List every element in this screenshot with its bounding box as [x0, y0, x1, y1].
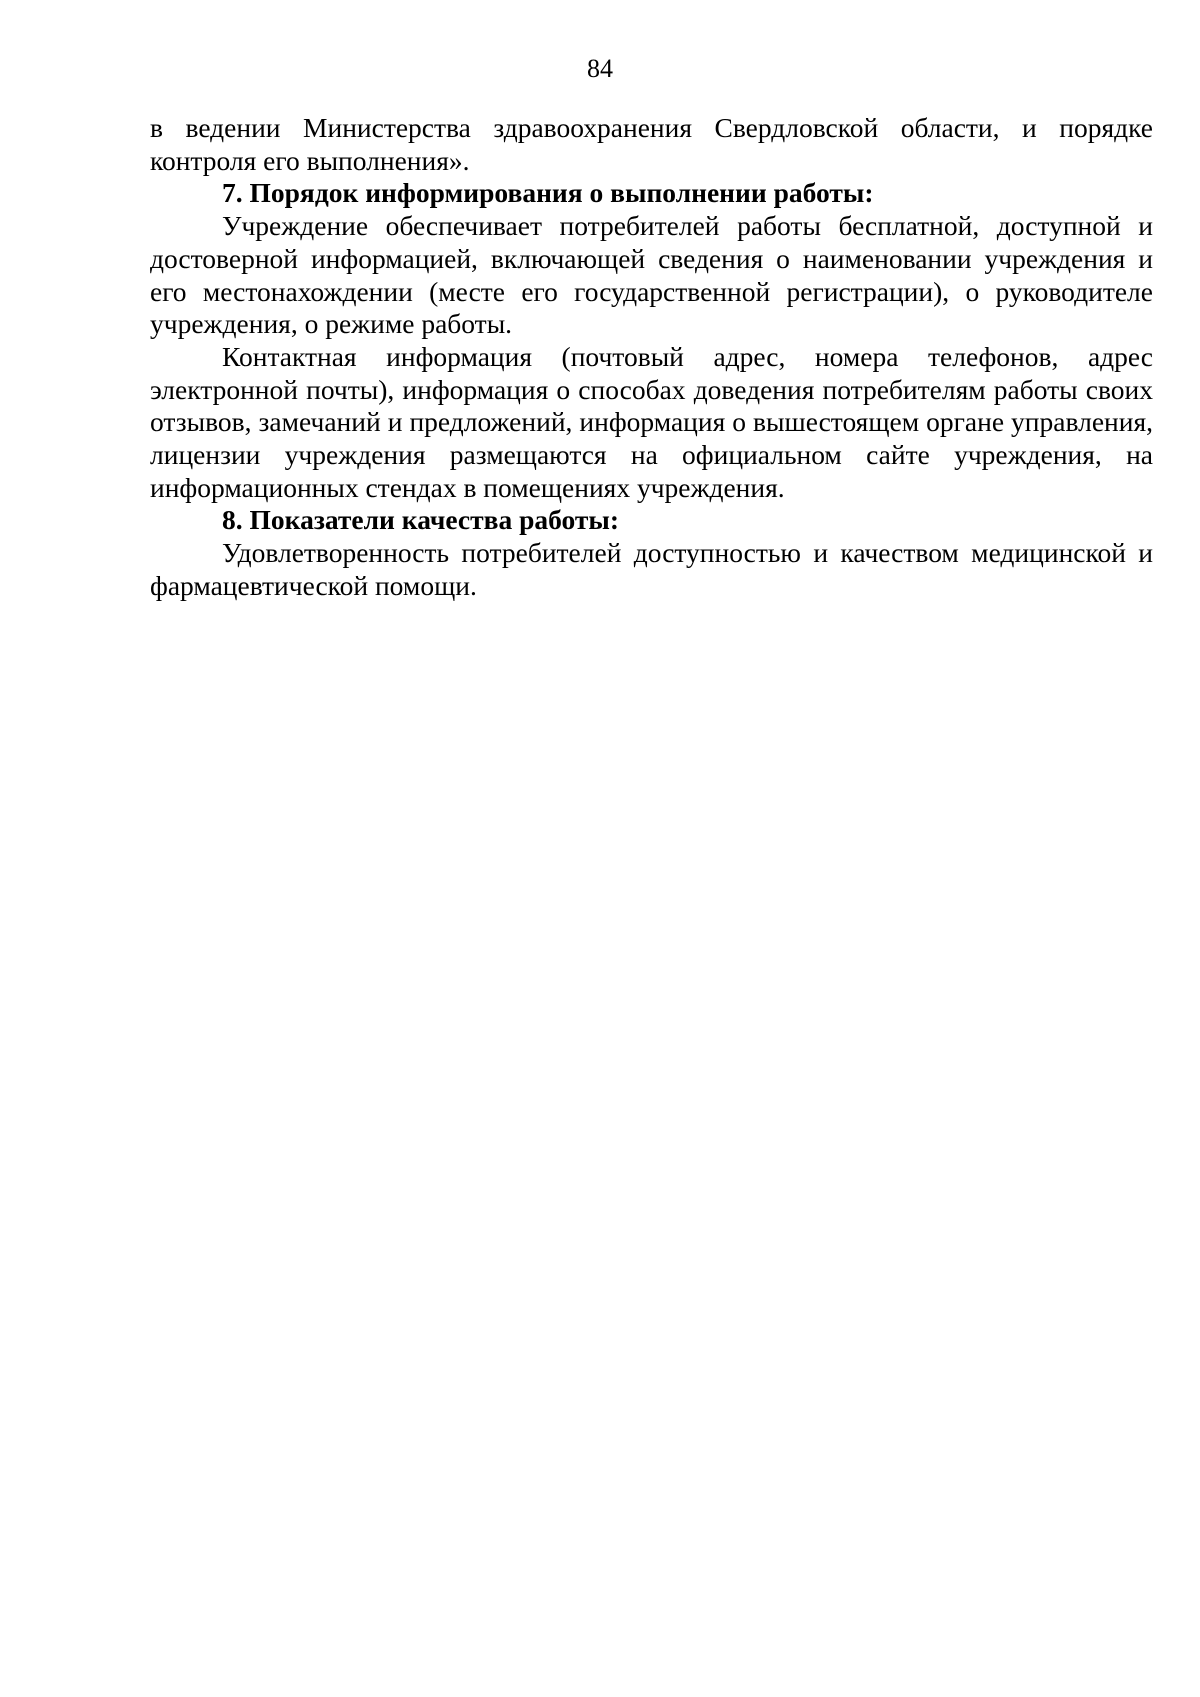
paragraph-continuation: в ведении Министерства здравоохранения Свердловской области, и порядке контроля его выполнения». [150, 112, 1153, 176]
document-body [150, 112, 1153, 603]
section-8-paragraph-1: Удовлетворенность потребителей доступностью и качеством медицинской и фармацевтической помощи. [150, 537, 1153, 601]
section-7-paragraph-2: Контактная информация (почтовый адрес, номера телефонов, адрес электронной почты), информация о способах доведения потребителям работы своих отзывов, замечаний и предложений, информация о вышестоящем органе управления, лицензии учреждения размещаются на официальном сайте учреждения, на информационных стендах в помещениях учреждения. [150, 340, 1153, 503]
section-8-heading: 8. Показатели качества работы: [222, 504, 620, 536]
page-number: 84 [587, 54, 613, 83]
section-7-paragraph-1: Учреждение обеспечивает потребителей работы бесплатной, доступной и достоверной информацией, включающей сведения о наименовании учреждения и его местонахождении (месте его государственной регистрации), о руководителе учреждения, о режиме работы. [150, 210, 1153, 340]
section-7-heading: 7. Порядок информирования о выполнении работы: [222, 177, 874, 209]
